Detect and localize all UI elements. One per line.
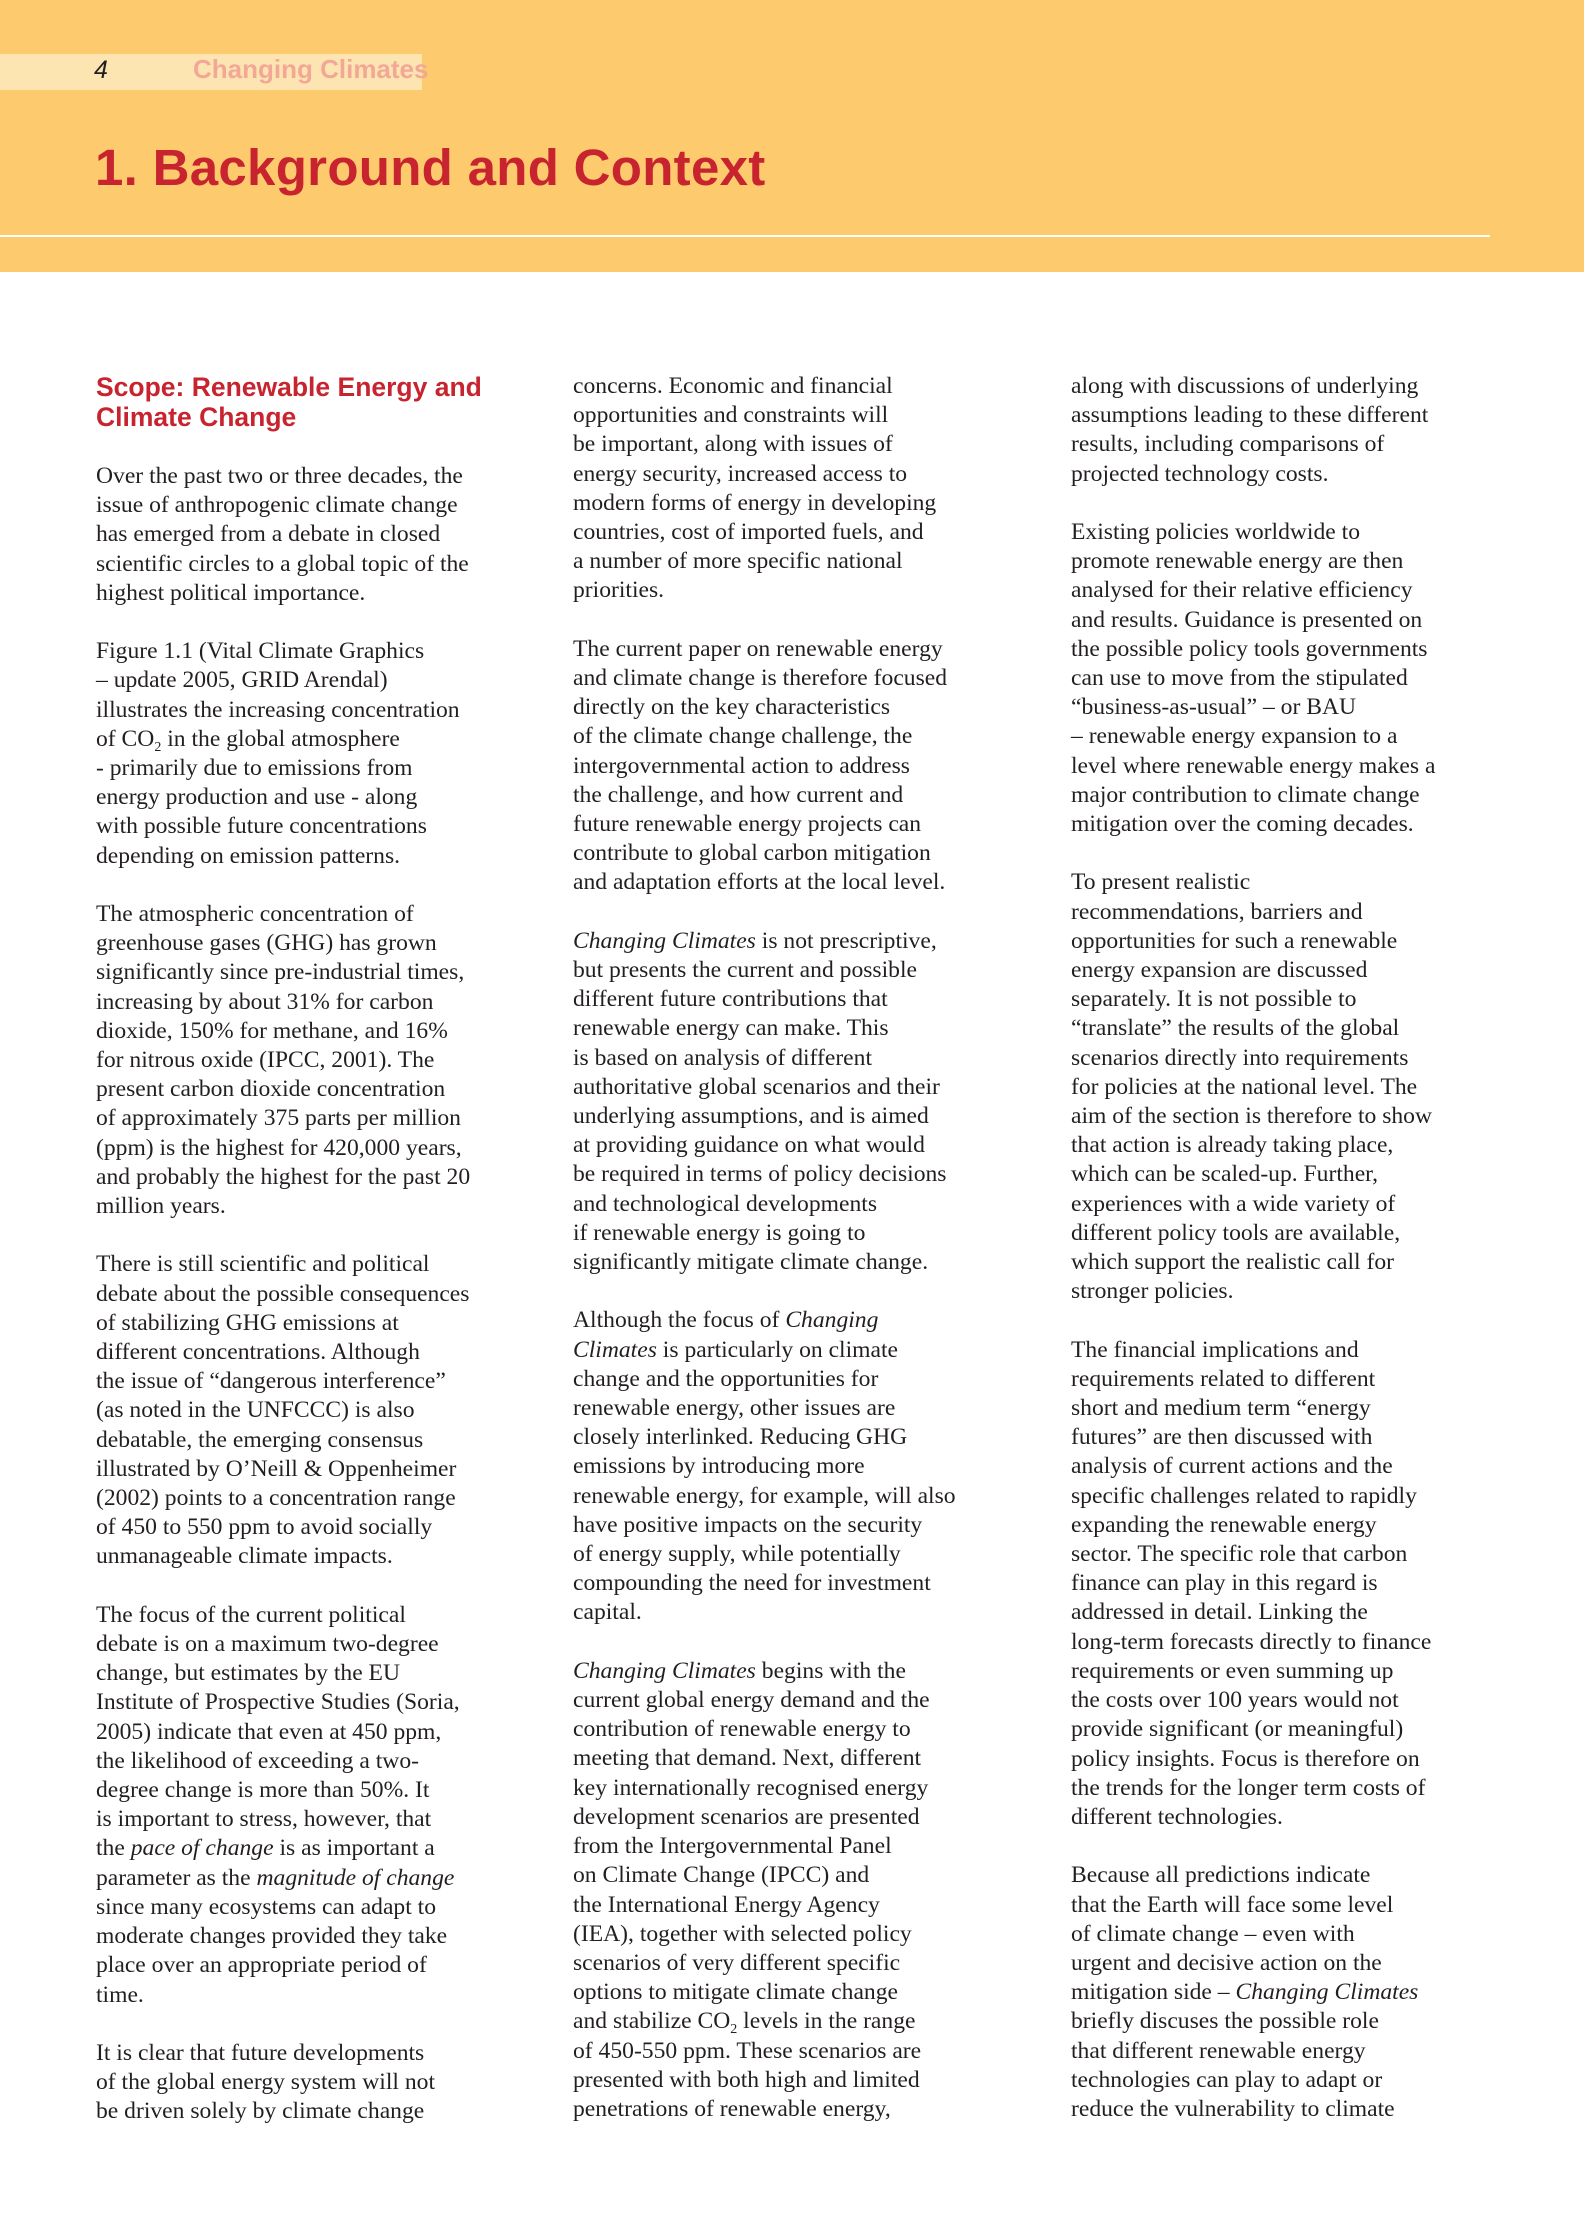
- paragraph: Over the past two or three decades, the issue of anthropogenic climate change has emerged from a debate in closed scientific circles to a global topic of the highest political importance.: [96, 463, 469, 606]
- section-heading: Scope: Renewable Energy and Climate Change: [96, 372, 482, 432]
- paragraph: The current paper on renewable energy and climate change is therefore focused directly on the key characteristics of the climate change challenge, the intergovernmental action to address the challenge, and how current and future renewable energy projects can contribute to global carbon mitigation and adaptation efforts at the local level.: [573, 635, 948, 896]
- paragraph: concerns. Economic and financial opportunities and constraints will be important, along with issues of energy security, increased access to modern forms of energy in developing countries, cost of imported fuels, and a number of more specific national priorities.: [573, 373, 937, 604]
- paragraph: The focus of the current political debate is on a maximum two-degree change, but estimates by the EU Institute of Prospective Studies (Soria, 2005) indicate that even at 450 ppm, the likelihood of exceeding a two- degree change is more than 50%. It is important to stress, however, that the pace of change is as important a parameter as the magnitude of change since many ecosystems can adapt to moderate changes provided they take place over an appropriate period of time.: [96, 1601, 460, 2008]
- text-column-1: [96, 372, 556, 2156]
- chapter-header-band: [0, 0, 1584, 272]
- paragraph: Although the focus of Changing Climates is particularly on climate change and the opportunities for renewable energy, other issues are closely interlinked. Reducing GHG emissions by introducing more renewable energy, for example, will also have positive impacts on the security of energy supply, while potentially compounding the need for investment capital.: [573, 1307, 956, 1626]
- paragraph: Figure 1.1 (Vital Climate Graphics – update 2005, GRID Arendal) illustrates the increasing concentration of $CO_2$ in the global atmosphere - primarily due to emissions from energy production and use - along with possible future concentrations depending on emission patterns.: [96, 638, 460, 869]
- paragraph: To present realistic recommendations, barriers and opportunities for such a renewable energy expansion are discussed separately. It is not possible to “translate” the results of the global scenarios directly into requirements for policies at the national level. The aim of the section is therefore to show that action is already taking place, which can be scaled-up. Further, experiences with a wide variety of different policy tools are available, which support the realistic call for stronger policies.: [1071, 869, 1433, 1305]
- text-column-2: [573, 372, 1033, 2153]
- paragraph: Existing policies worldwide to promote renewable energy are then analysed for their relative efficiency and results. Guidance is presented on the possible policy tools governments can use to move from the stipulated “business-as-usual” – or BAU – renewable energy expansion to a level where renewable energy makes a major contribution to climate change mitigation over the coming decades.: [1071, 519, 1436, 838]
- running-title: Changing Climates: [193, 54, 429, 84]
- page-number: 4: [94, 56, 108, 84]
- paragraph: Because all predictions indicate that the Earth will face some level of climate change – even with urgent and decisive action on the mitigation side – Changing Climates briefly discuses the possible role that different renewable energy technologies can play to adapt or reduce the vulnerability to climate: [1071, 1862, 1419, 2122]
- paragraph: along with discussions of underlying assumptions leading to these different results, including comparisons of projected technology costs.: [1071, 373, 1429, 487]
- paragraph: Changing Climates begins with the current global energy demand and the contribution of renewable energy to meeting that demand. Next, different key internationally recognised energy development scenarios are presented from the Intergovernmental Panel on Climate Change (IPCC) and the International Energy Agency (IEA), together with selected policy scenarios of very different specific options to mitigate climate change and stabilize $CO_2$ levels in the range of 450-550 ppm. These scenarios are presented with both high and limited penetrations of renewable energy,: [573, 1657, 930, 2122]
- header-divider: [0, 235, 1490, 237]
- text-column-3: [1071, 372, 1531, 2153]
- paragraph: The financial implications and requirements related to different short and medium term “energy futures” are then discussed with analysis of current actions and the specific challenges related to rapidly expanding the renewable energy sector. The specific role that carbon finance can play in this regard is addressed in detail. Linking the long-term forecasts directly to finance requirements or even summing up the costs over 100 years would not provide significant (or meaningful) policy insights. Focus is therefore on the trends for the longer term costs of different technologies.: [1071, 1336, 1432, 1830]
- paragraph: It is clear that future developments of the global energy system will not be driven solely by climate change: [96, 2039, 435, 2125]
- paragraph: There is still scientific and political debate about the possible consequences of stabilizing GHG emissions at different concentrations. Although the issue of “dangerous interference” (as noted in the UNFCCC) is also debatable, the emerging consensus illustrated by O’Neill & Oppenheimer (2002) points to a concentration range of 450 to 550 ppm to avoid socially unmanageable climate impacts.: [96, 1251, 470, 1570]
- paragraph: Changing Climates is not prescriptive, but presents the current and possible different future contributions that renewable energy can make. This is based on analysis of different authoritative global scenarios and their underlying assumptions, and is aimed at providing guidance on what would be required in terms of policy decisions and technological developments if renewable energy is going to significantly mitigate climate change.: [573, 927, 947, 1276]
- paragraph: The atmospheric concentration of greenhouse gases (GHG) has grown significantly since pre-industrial times, increasing by about 31% for carbon dioxide, 150% for methane, and 16% for nitrous oxide (IPCC, 2001). The present carbon dioxide concentration of approximately 375 parts per million (ppm) is the highest for 420,000 years, and probably the highest for the past 20 million years.: [96, 901, 471, 1220]
- chapter-title: 1. Background and Context: [95, 139, 766, 196]
